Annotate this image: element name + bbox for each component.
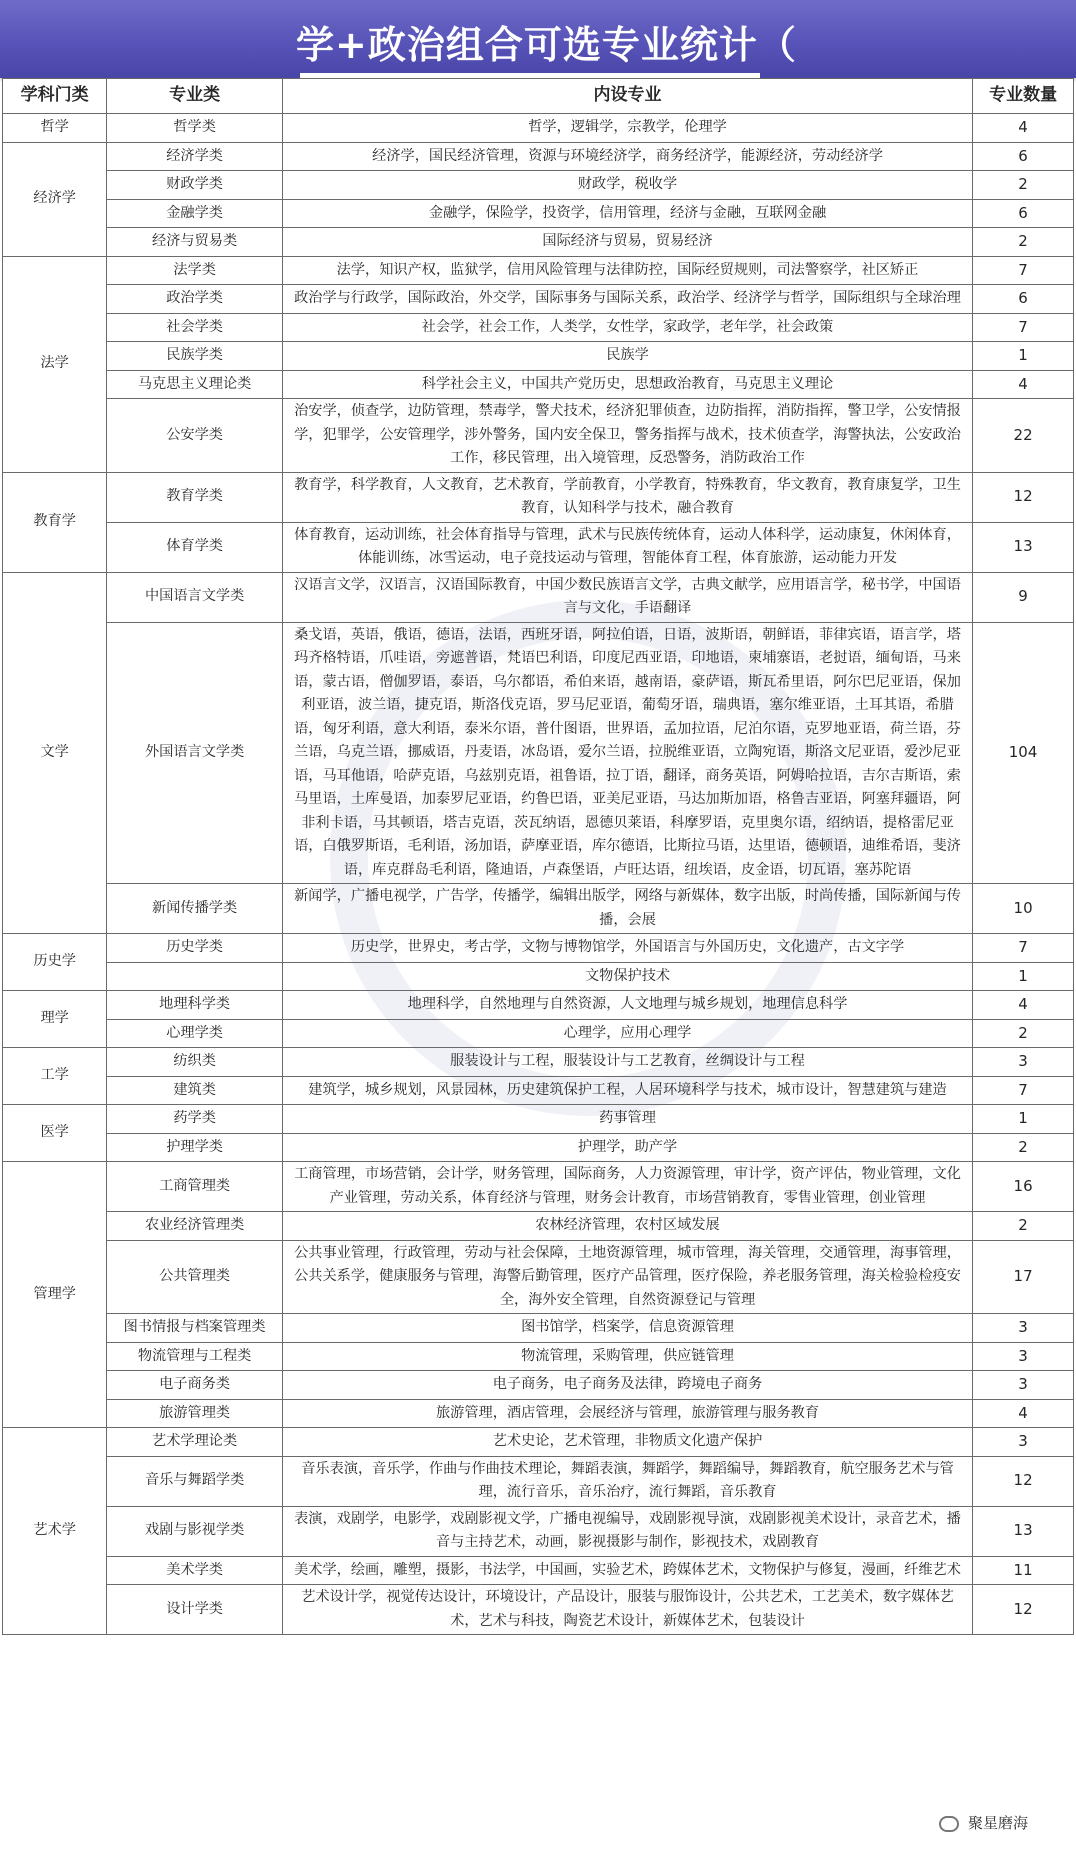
majors-cell: 民族学 [282,342,972,371]
class-cell: 新闻传播学类 [107,884,283,934]
class-cell: 财政学类 [107,171,283,200]
majors-cell: 艺术史论，艺术管理，非物质文化遗产保护 [282,1428,972,1457]
header-count: 专业数量 [973,79,1074,114]
count-cell: 13 [973,522,1074,572]
category-cell: 文学 [3,572,107,934]
class-cell: 旅游管理类 [107,1399,283,1428]
header-category: 学科门类 [3,79,107,114]
class-cell: 外国语言文学类 [107,622,283,884]
count-cell: 104 [973,622,1074,884]
majors-cell: 财政学，税收学 [282,171,972,200]
class-cell: 纺织类 [107,1048,283,1077]
table-row [3,1399,1074,1428]
count-cell: 4 [973,370,1074,399]
majors-cell: 教育学，科学教育，人文教育，艺术教育，学前教育，小学教育，特殊教育，华文教育，教育康复学，卫生教育，认知科学与技术，融合教育 [282,472,972,522]
table-row [3,114,1074,143]
majors-cell: 工商管理，市场营销，会计学，财务管理，国际商务，人力资源管理，审计学，资产评估，物业管理，文化产业管理，劳动关系，体育经济与管理，财务会计教育，市场营销教育，零售业管理，创业管理 [282,1162,972,1212]
count-cell: 1 [973,342,1074,371]
table-row [3,256,1074,285]
majors-cell: 药事管理 [282,1105,972,1134]
category-cell: 医学 [3,1105,107,1162]
class-cell: 马克思主义理论类 [107,370,283,399]
table-row [3,1314,1074,1343]
class-cell: 公共管理类 [107,1240,283,1314]
majors-cell: 金融学，保险学，投资学，信用管理，经济与金融，互联网金融 [282,199,972,228]
count-cell: 2 [973,1212,1074,1241]
class-cell: 护理学类 [107,1133,283,1162]
table-row [3,1133,1074,1162]
table-row [3,1162,1074,1212]
count-cell: 3 [973,1428,1074,1457]
table-row [3,1212,1074,1241]
table-header-row [3,79,1074,114]
category-cell: 经济学 [3,142,107,256]
table-row [3,1456,1074,1506]
table-row [3,1240,1074,1314]
class-cell: 艺术学理论类 [107,1428,283,1457]
count-cell: 1 [973,962,1074,991]
class-cell: 药学类 [107,1105,283,1134]
table-row [3,1105,1074,1134]
table-body [3,114,1074,1635]
watermark-text: 聚星磨海 [967,1814,1028,1832]
count-cell: 10 [973,884,1074,934]
count-cell: 17 [973,1240,1074,1314]
majors-cell: 桑戈语，英语，俄语，德语，法语，西班牙语，阿拉伯语，日语，波斯语，朝鲜语，菲律宾语，语言学，塔玛齐格特语，爪哇语，旁遮普语，梵语巴利语，印度尼西亚语，印地语，柬埔寨语，老挝语，缅甸语，马来语，蒙古语，僧伽罗语，泰语，乌尔都语，希伯来语，越南语，豪萨语，斯瓦希里语，阿尔巴尼亚语，保加利亚语，波兰语，捷克语，斯洛伐克语，罗马尼亚语，葡萄牙语，瑞典语，塞尔维亚语，土耳其语，希腊语，匈牙利语，意大利语，泰米尔语，普什图语，世界语，孟加拉语，尼泊尔语，克罗地亚语，荷兰语，芬兰语，乌克兰语，挪威语，丹麦语，冰岛语，爱尔兰语，拉脱维亚语，立陶宛语，斯洛文尼亚语，爱沙尼亚语，马耳他语，哈萨克语，乌兹别克语，祖鲁语，拉丁语，翻译，商务英语，阿姆哈拉语，吉尔吉斯语，索马里语，土库曼语，加泰罗尼亚语，约鲁巴语，亚美尼亚语，马达加斯加语，格鲁吉亚语，阿塞拜疆语，阿非利卡语，马其顿语，塔吉克语，茨瓦纳语，恩德贝莱语，科摩罗语，克里奥尔语，绍纳语，提格雷尼亚语，白俄罗斯语，毛利语，汤加语，萨摩亚语，库尔德语，比斯拉马语，达里语，德顿语，迪维希语，斐济语，库克群岛毛利语，隆迪语，卢森堡语，卢旺达语，纽埃语，皮金语，切瓦语，塞苏陀语 [282,622,972,884]
count-cell: 3 [973,1342,1074,1371]
category-cell: 教育学 [3,472,107,572]
count-cell: 12 [973,1585,1074,1635]
class-cell: 美术学类 [107,1556,283,1585]
count-cell: 2 [973,171,1074,200]
table-row [3,1019,1074,1048]
class-cell: 经济与贸易类 [107,228,283,257]
count-cell: 3 [973,1371,1074,1400]
majors-cell: 建筑学，城乡规划，风景园林，历史建筑保护工程，人居环境科学与技术，城市设计，智慧建筑与建造 [282,1076,972,1105]
table-row [3,171,1074,200]
class-cell: 社会学类 [107,313,283,342]
class-cell: 音乐与舞蹈学类 [107,1456,283,1506]
class-cell [107,962,283,991]
majors-cell: 治安学，侦查学，边防管理，禁毒学，警犬技术，经济犯罪侦查，边防指挥，消防指挥，警卫学，公安情报学，犯罪学，公安管理学，涉外警务，国内安全保卫，警务指挥与战术，技术侦查学，海警执法，公安政治工作，移民管理，出入境管理，反恐警务，消防政治工作 [282,399,972,473]
class-cell: 哲学类 [107,114,283,143]
majors-cell: 心理学，应用心理学 [282,1019,972,1048]
majors-cell: 地理科学，自然地理与自然资源，人文地理与城乡规划，地理信息科学 [282,991,972,1020]
class-cell: 设计学类 [107,1585,283,1635]
class-cell: 工商管理类 [107,1162,283,1212]
count-cell: 12 [973,472,1074,522]
majors-cell: 文物保护技术 [282,962,972,991]
table-row [3,1048,1074,1077]
category-cell: 哲学 [3,114,107,143]
count-cell: 2 [973,1019,1074,1048]
table-row [3,934,1074,963]
majors-cell: 表演，戏剧学，电影学，戏剧影视文学，广播电视编导，戏剧影视导演，戏剧影视美术设计，录音艺术，播音与主持艺术，动画，影视摄影与制作，影视技术，戏剧教育 [282,1506,972,1556]
class-cell: 物流管理与工程类 [107,1342,283,1371]
count-cell: 4 [973,1399,1074,1428]
category-cell: 法学 [3,256,107,472]
class-cell: 建筑类 [107,1076,283,1105]
majors-table [2,78,1074,1635]
header-class: 专业类 [107,79,283,114]
count-cell: 13 [973,1506,1074,1556]
page-title: 学+政治组合可选专业统计（ [296,23,797,67]
count-cell: 4 [973,991,1074,1020]
majors-cell: 物流管理，采购管理，供应链管理 [282,1342,972,1371]
count-cell: 3 [973,1048,1074,1077]
category-cell: 历史学 [3,934,107,991]
count-cell: 3 [973,1314,1074,1343]
count-cell: 6 [973,142,1074,171]
table-row [3,622,1074,884]
class-cell: 民族学类 [107,342,283,371]
table-row [3,370,1074,399]
table-row [3,199,1074,228]
category-cell: 理学 [3,991,107,1048]
class-cell: 心理学类 [107,1019,283,1048]
table-row [3,313,1074,342]
count-cell: 4 [973,114,1074,143]
table-row [3,142,1074,171]
count-cell: 12 [973,1456,1074,1506]
majors-cell: 电子商务，电子商务及法律，跨境电子商务 [282,1371,972,1400]
count-cell: 7 [973,1076,1074,1105]
watermark-label [935,1812,1032,1833]
category-cell: 艺术学 [3,1428,107,1635]
class-cell: 电子商务类 [107,1371,283,1400]
table-row [3,572,1074,622]
category-cell: 工学 [3,1048,107,1105]
table-row [3,1342,1074,1371]
table-row [3,399,1074,473]
count-cell: 11 [973,1556,1074,1585]
majors-cell: 政治学与行政学，国际政治，外交学，国际事务与国际关系，政治学、经济学与哲学，国际组织与全球治理 [282,285,972,314]
class-cell: 法学类 [107,256,283,285]
wechat-icon [939,1816,959,1832]
category-cell: 管理学 [3,1162,107,1428]
count-cell: 7 [973,934,1074,963]
majors-cell: 法学，知识产权，监狱学，信用风险管理与法律防控，国际经贸规则，司法警察学，社区矫正 [282,256,972,285]
count-cell: 7 [973,313,1074,342]
count-cell: 1 [973,1105,1074,1134]
table-row [3,342,1074,371]
table-row [3,228,1074,257]
class-cell: 金融学类 [107,199,283,228]
table-row [3,285,1074,314]
majors-cell: 新闻学，广播电视学，广告学，传播学，编辑出版学，网络与新媒体，数字出版，时尚传播，国际新闻与传播，会展 [282,884,972,934]
majors-cell: 体育教育，运动训练，社会体育指导与管理，武术与民族传统体育，运动人体科学，运动康复，休闲体育，体能训练，冰雪运动，电子竞技运动与管理，智能体育工程，体育旅游，运动能力开发 [282,522,972,572]
table-row [3,1371,1074,1400]
majors-cell: 汉语言文学，汉语言，汉语国际教育，中国少数民族语言文学，古典文献学，应用语言学，秘书学，中国语言与文化，手语翻译 [282,572,972,622]
majors-cell: 图书馆学，档案学，信息资源管理 [282,1314,972,1343]
class-cell: 中国语言文学类 [107,572,283,622]
count-cell: 2 [973,228,1074,257]
majors-cell: 哲学，逻辑学，宗教学，伦理学 [282,114,972,143]
table-row [3,1556,1074,1585]
count-cell: 2 [973,1133,1074,1162]
class-cell: 历史学类 [107,934,283,963]
class-cell: 教育学类 [107,472,283,522]
majors-cell: 美术学，绘画，雕塑，摄影，书法学，中国画，实验艺术，跨媒体艺术，文物保护与修复，漫画，纤维艺术 [282,1556,972,1585]
majors-cell: 服装设计与工程，服装设计与工艺教育，丝绸设计与工程 [282,1048,972,1077]
majors-cell: 经济学，国民经济管理，资源与环境经济学，商务经济学，能源经济，劳动经济学 [282,142,972,171]
majors-cell: 旅游管理，酒店管理，会展经济与管理，旅游管理与服务教育 [282,1399,972,1428]
table-row [3,522,1074,572]
majors-cell: 公共事业管理，行政管理，劳动与社会保障，土地资源管理，城市管理，海关管理，交通管理，海事管理，公共关系学，健康服务与管理，海警后勤管理，医疗产品管理，医疗保险，养老服务管理，海关检验检疫安全，海外安全管理，自然资源登记与管理 [282,1240,972,1314]
table-row [3,991,1074,1020]
majors-cell: 历史学，世界史，考古学，文物与博物馆学，外国语言与外国历史，文化遗产，古文字学 [282,934,972,963]
majors-cell: 科学社会主义，中国共产党历史，思想政治教育，马克思主义理论 [282,370,972,399]
class-cell: 图书情报与档案管理类 [107,1314,283,1343]
class-cell: 经济学类 [107,142,283,171]
count-cell: 16 [973,1162,1074,1212]
title-banner [0,0,1076,78]
majors-cell: 艺术设计学，视觉传达设计，环境设计，产品设计，服装与服饰设计，公共艺术，工艺美术，数字媒体艺术，艺术与科技，陶瓷艺术设计，新媒体艺术，包装设计 [282,1585,972,1635]
class-cell: 政治学类 [107,285,283,314]
count-cell: 6 [973,199,1074,228]
count-cell: 22 [973,399,1074,473]
class-cell: 体育学类 [107,522,283,572]
count-cell: 7 [973,256,1074,285]
majors-cell: 音乐表演，音乐学，作曲与作曲技术理论，舞蹈表演，舞蹈学，舞蹈编导，舞蹈教育，航空服务艺术与管理，流行音乐，音乐治疗，流行舞蹈，音乐教育 [282,1456,972,1506]
header-majors: 内设专业 [282,79,972,114]
class-cell: 农业经济管理类 [107,1212,283,1241]
table-row [3,1428,1074,1457]
table-row [3,1076,1074,1105]
table-row [3,1585,1074,1635]
majors-cell: 护理学，助产学 [282,1133,972,1162]
majors-cell: 农林经济管理，农村区域发展 [282,1212,972,1241]
class-cell: 戏剧与影视学类 [107,1506,283,1556]
class-cell: 地理科学类 [107,991,283,1020]
count-cell: 9 [973,572,1074,622]
count-cell: 6 [973,285,1074,314]
table-container [0,78,1076,1635]
table-row [3,472,1074,522]
majors-cell: 国际经济与贸易，贸易经济 [282,228,972,257]
table-row [3,884,1074,934]
majors-cell: 社会学，社会工作，人类学，女性学，家政学，老年学，社会政策 [282,313,972,342]
table-row [3,1506,1074,1556]
class-cell: 公安学类 [107,399,283,473]
table-row [3,962,1074,991]
